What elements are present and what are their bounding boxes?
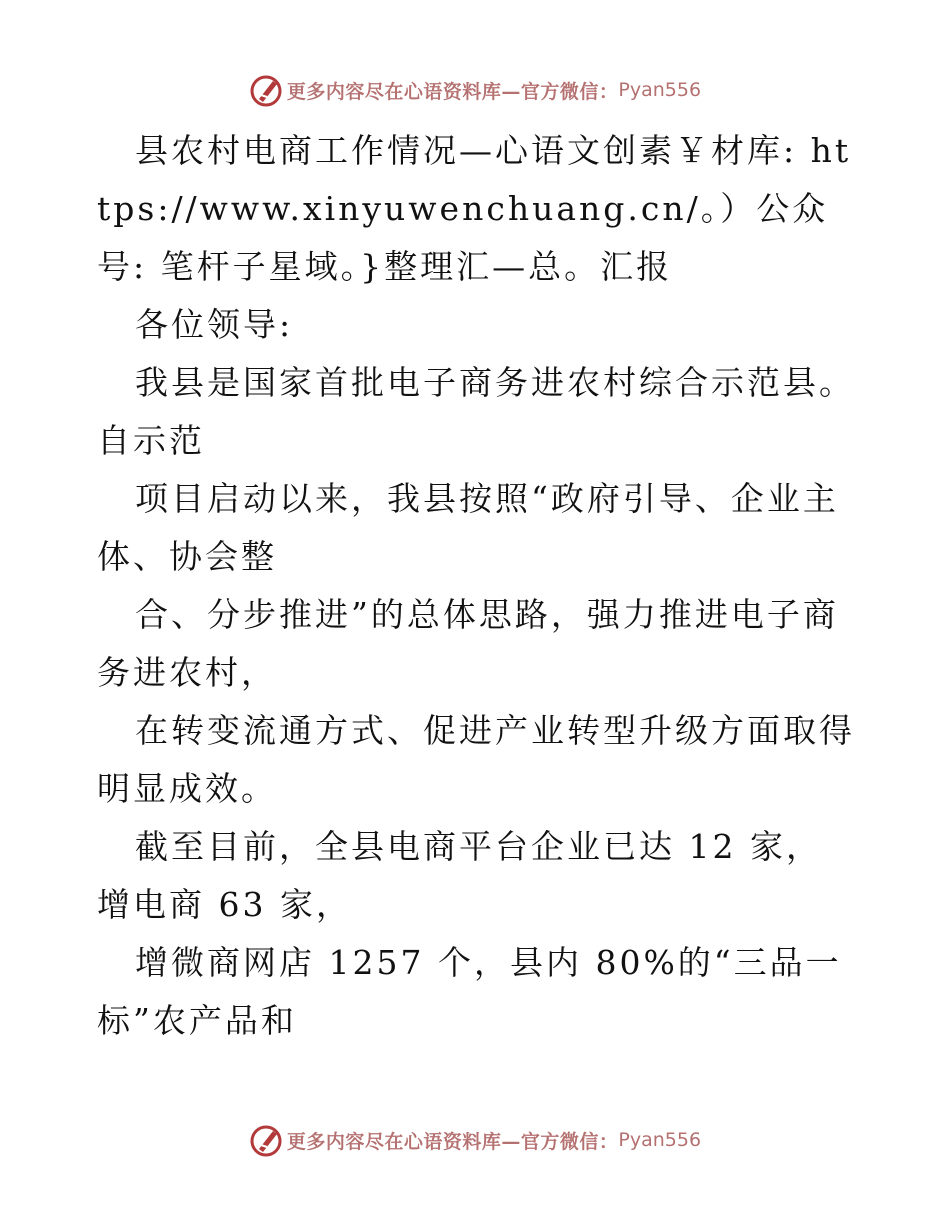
header-watermark-banner — [0, 70, 950, 110]
paragraph-title: 县农村电商工作情况—心语文创素￥材库: https://www.xinyuwenchuang.cn/。）公众号: 笔杆子星域。}整理汇—总。汇报 — [97, 131, 852, 286]
paragraph: 我县是国家首批电子商务进农村综合示范县。自示范 — [97, 363, 855, 460]
pen-logo-icon — [249, 1123, 283, 1157]
document-body — [97, 122, 857, 1050]
pen-logo-icon — [249, 73, 283, 107]
paragraph: 截至目前，全县电商平台企业已达 12 家，增电商 63 家， — [97, 827, 822, 924]
banner-wechat-id: Pyan556 — [618, 1129, 702, 1151]
banner-wechat-id: Pyan556 — [618, 79, 702, 101]
footer-watermark-banner — [0, 1120, 950, 1160]
paragraph: 在转变流通方式、促进产业转型升级方面取得明显成效。 — [97, 711, 855, 808]
paragraph: 合、分步推进”的总体思路，强力推进电子商务进农村， — [97, 595, 839, 692]
paragraph: 项目启动以来，我县按照“政府引导、企业主体、协会整 — [97, 479, 839, 576]
paragraph: 增微商网店 1257 个，县内 80%的“三品一标”农产品和 — [97, 943, 842, 1040]
banner-text: 更多内容尽在心语资料库—官方微信： — [286, 80, 619, 103]
banner-text: 更多内容尽在心语资料库—官方微信： — [286, 1130, 619, 1153]
paragraph-salutation: 各位领导: — [135, 305, 294, 344]
